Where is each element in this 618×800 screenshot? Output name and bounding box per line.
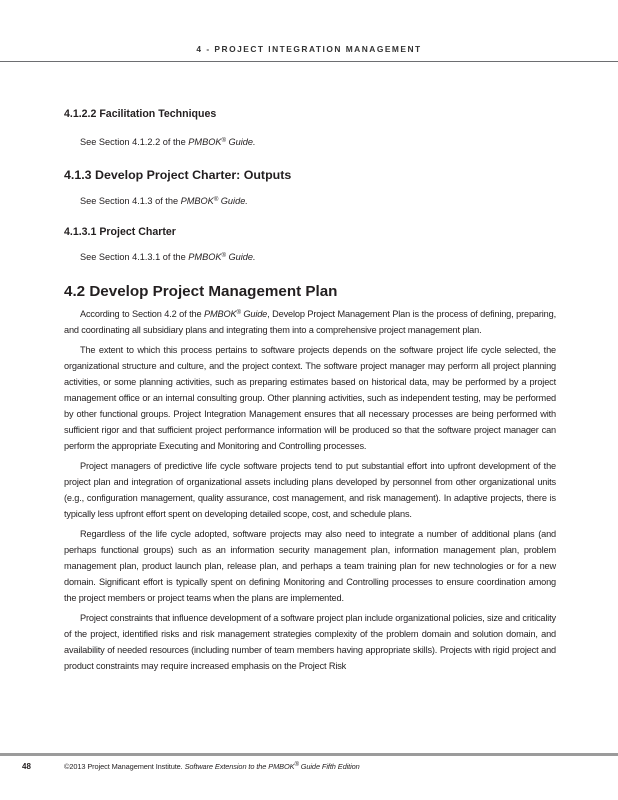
paragraph-1: According to Section 4.2 of the PMBOK® Guide, Develop Project Management Plan is the process of defining, preparing, and coordinating all subsidiary plans and integrating them into a comprehensive project management plan. [64, 309, 557, 335]
heading-4-1-2-2: 4.1.2.2 Facilitation Techniques [64, 108, 217, 120]
paragraph-4: Regardless of the life cycle adopted, software projects may also need to integrate a number of additional plans (and perhaps functional groups) such as an information security management plan, information management plan, problem management plan, product launch plan, release plan, and perhaps a team training plan for new technologies or for a new domain. Significant effort is typically spent on defining Monitoring and Controlling processes to ensure coordination among the project members or project teams when the plans are implemented. [64, 529, 556, 603]
page-number: 48 [22, 762, 31, 771]
heading-4-1-3: 4.1.3 Develop Project Charter: Outputs [64, 168, 292, 182]
page-content [64, 107, 556, 674]
reference-4-1-3-1: See Section 4.1.3.1 of the PMBOK® Guide. [80, 252, 256, 262]
chapter-title: 4 - PROJECT INTEGRATION MANAGEMENT [196, 44, 422, 54]
page-footer [0, 753, 618, 773]
footer-rule [0, 753, 618, 756]
heading-4-1-3-1: 4.1.3.1 Project Charter [64, 226, 176, 238]
paragraph-3: Project managers of predictive life cycle software projects tend to put substantial effort into upfront development of the project plan and integration of organizational assets including plans developed by personnel from other organizational units (e.g., configuration management, quality assurance, cost management, and risk management). In adaptive projects, there is typically less upfront effort spent on developing detailed scope, cost, and schedule plans. [64, 461, 556, 519]
paragraph-5: Project constraints that influence development of a software project plan include organizational policies, size and criticality of the project, identified risks and risk management strategies complexity of the problem domain and solution domain, and availability of needed resources (including number of team members having appropriate skills). Projects with rigid project and product constraints may require increased emphasis on the Project Risk [64, 613, 556, 671]
heading-4-2: 4.2 Develop Project Management Plan [64, 283, 338, 300]
reference-4-1-3: See Section 4.1.3 of the PMBOK® Guide. [80, 196, 248, 206]
footer-copyright: ©2013 Project Management Institute. Software Extension to the PMBOK® Guide Fifth Edition [64, 762, 360, 771]
reference-4-1-2-2: See Section 4.1.2.2 of the PMBOK® Guide. [80, 137, 256, 147]
paragraph-2: The extent to which this process pertains to software projects depends on the software project life cycle selected, the organizational structure and culture, and the project context. The software project manager may perform all project planning activities, or some planning activities, such as preparing estimates based on historical data, may be performed by a project management office or an internal consulting group. Other planning activities, such as independent testing, may be performed by other functional groups. Project Integration Management ensures that all necessary processes are being performed with sufficient rigor and that sufficient project performance information will be produced so that the software project manager can perform the appropriate Executing and Monitoring and Controlling processes. [64, 345, 556, 451]
running-header [0, 0, 618, 62]
header-rule [0, 61, 618, 62]
